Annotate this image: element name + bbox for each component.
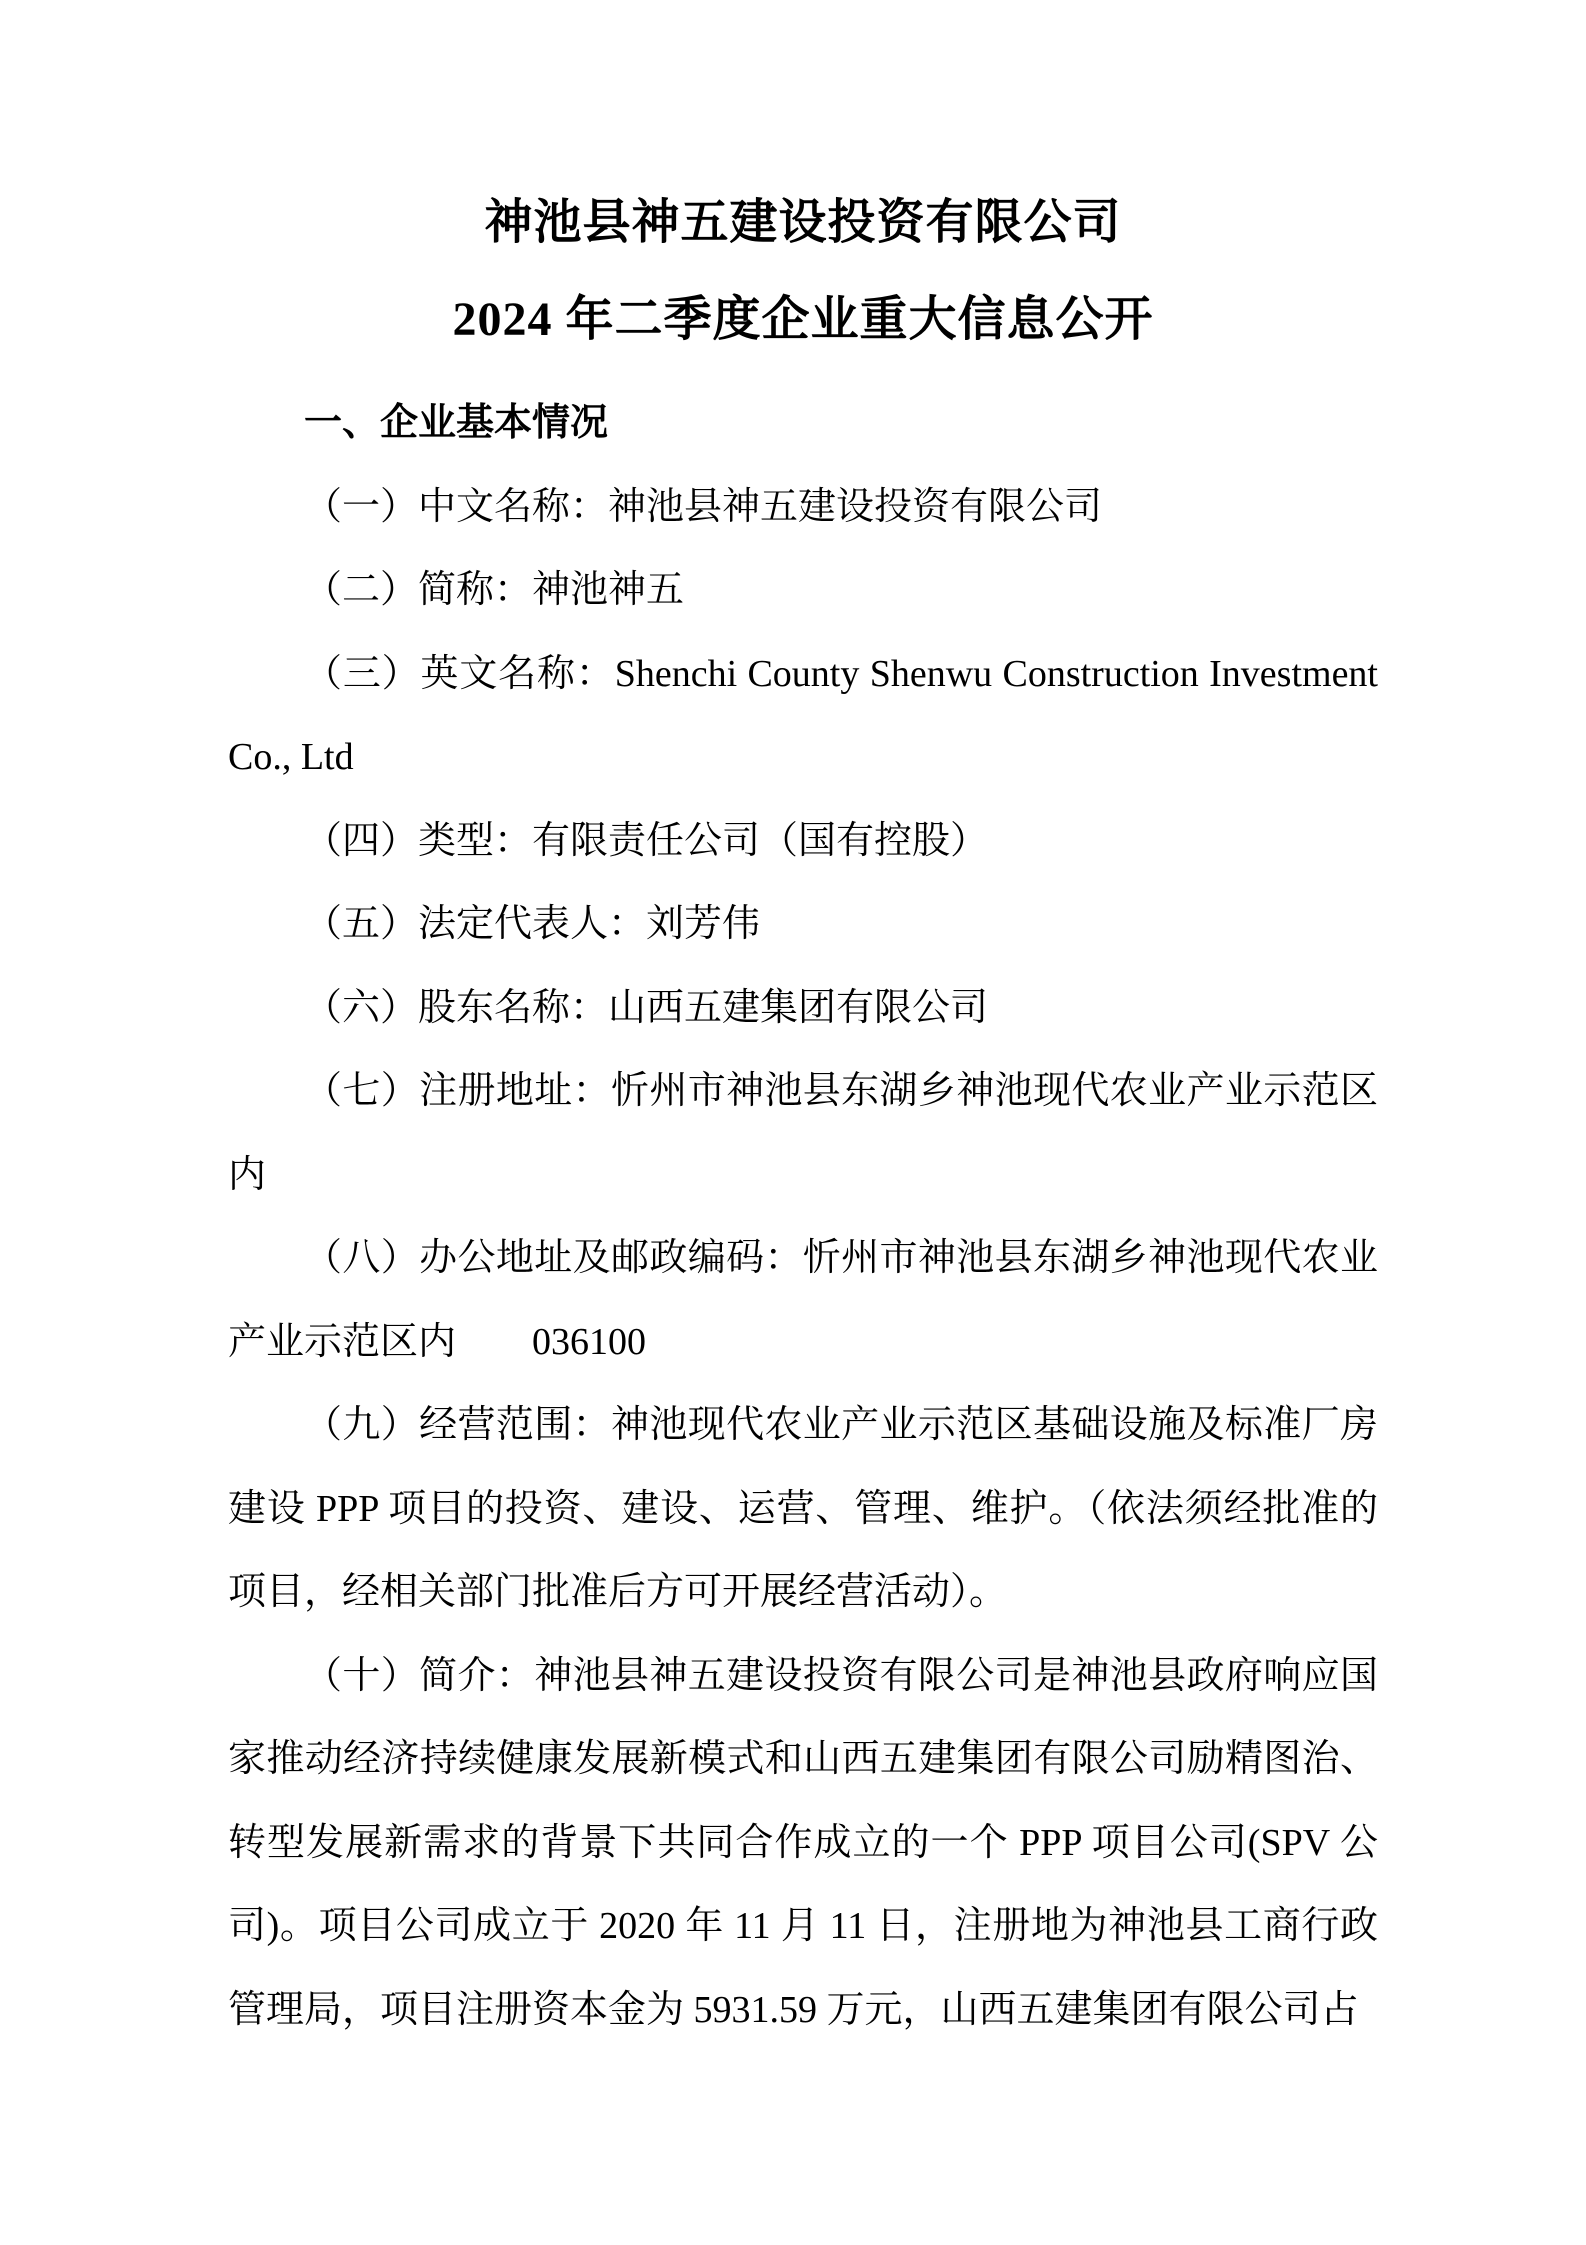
paragraph-shareholder: （六）股东名称：山西五建集团有限公司 (304, 986, 989, 1029)
document-title-line2: 2024 年二季度企业重大信息公开 (452, 293, 1154, 346)
paragraph-office-address-postcode: （八）办公地址及邮政编码：忻州市神池县东湖乡神池现代农业产业示范区内 036100 (228, 1237, 1378, 1363)
paragraph-company-type: （四）类型：有限责任公司（国有控股） (304, 819, 989, 862)
paragraph-english-name: （三）英文名称：Shenchi County Shenwu Construction Investment Co., Ltd (228, 652, 1378, 778)
document-title-line1: 神池县神五建设投资有限公司 (484, 196, 1122, 249)
paragraph-registered-address: （七）注册地址：忻州市神池县东湖乡神池现代农业产业示范区内 (228, 1070, 1378, 1196)
paragraph-legal-representative: （五）法定代表人：刘芳伟 (304, 903, 761, 945)
paragraph-chinese-name: （一）中文名称：神池县神五建设投资有限公司 (304, 485, 1103, 528)
paragraph-short-name: （二）简称：神池神五 (304, 569, 685, 611)
paragraph-company-profile: （十）简介：神池县神五建设投资有限公司是神池县政府响应国家推动经济持续健康发展新模式和山西五建集团有限公司励精图治、转型发展新需求的背景下共同合作成立的一个 PPP 项目公司(SPV 公司)。项目公司成立于 2020 年 11 月 11 日，注册地为神池县工商行政管理局，项目注册资本金为 5931.59 万元，山西五建集团有限公司占 (228, 1654, 1378, 2031)
paragraph-business-scope: （九）经营范围：神池现代农业产业示范区基础设施及标准厂房建设 PPP 项目的投资、建设、运营、管理、维护。（依法须经批准的项目，经相关部门批准后方可开展经营活动）。 (228, 1404, 1378, 1613)
section-heading-basic-info: 一、企业基本情况 (304, 402, 609, 444)
